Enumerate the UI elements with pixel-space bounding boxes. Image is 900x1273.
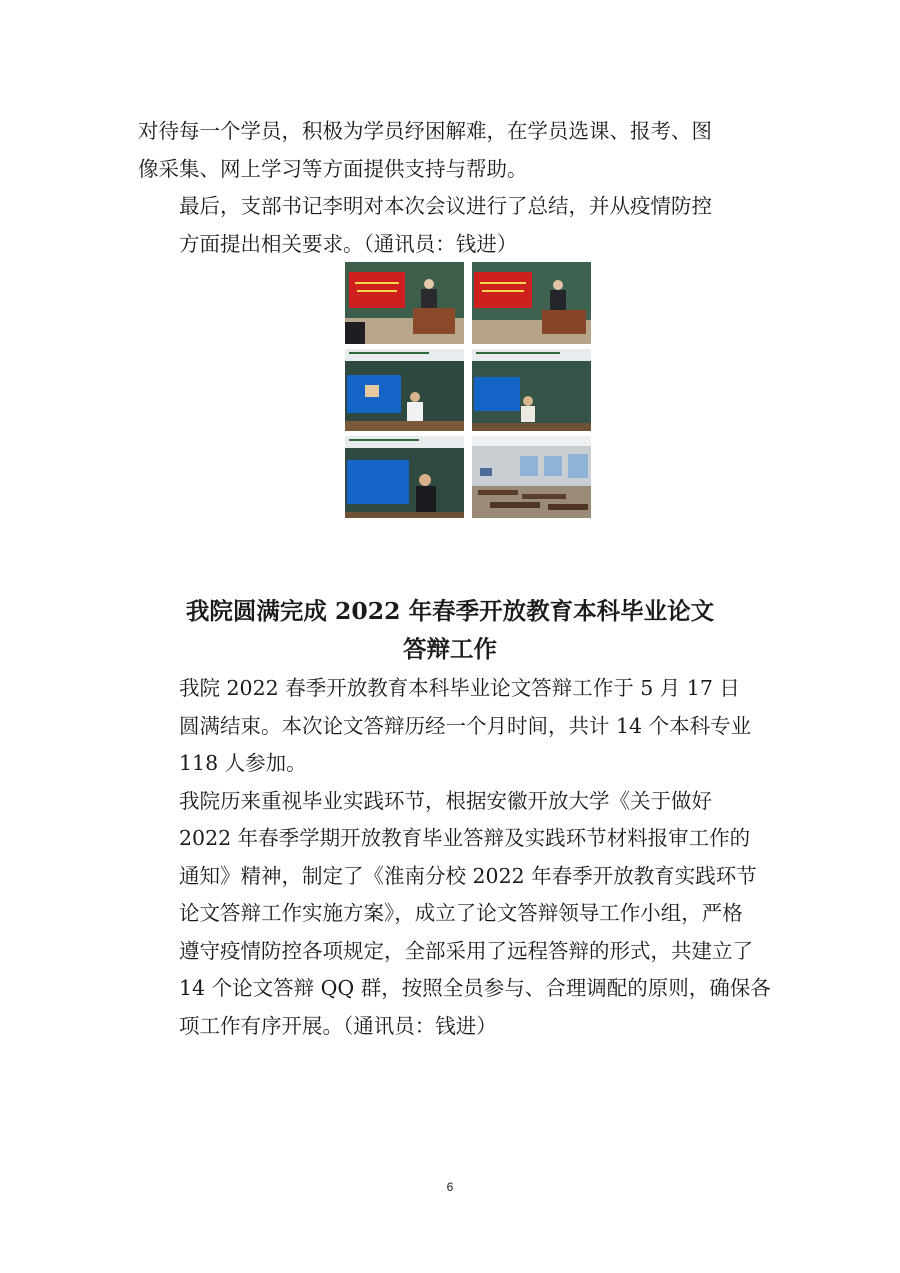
intro-paragraph-1	[138, 113, 768, 188]
text-line: 通知》精神，制定了《淮南分校 2022 年春季开放教育实践环节	[179, 863, 757, 888]
defense-photo-screen-3	[345, 436, 464, 518]
article-paragraph-1	[138, 670, 768, 783]
text-line: 像采集、网上学习等方面提供支持与帮助。	[138, 156, 528, 181]
article-title-line: 答辩工作	[403, 635, 497, 663]
classroom-photo-image	[472, 436, 591, 518]
photo-collage	[345, 262, 591, 516]
text-line: 最后，支部书记李明对本次会议进行了总结，并从疫情防控	[179, 194, 712, 218]
article-title	[120, 592, 780, 668]
meeting-photo-podium-2	[472, 262, 591, 344]
defense-photo-screen-2	[472, 349, 591, 431]
defense-photo-screen-1	[345, 349, 464, 431]
defense-photo-image	[472, 349, 591, 431]
text-line: 我院 2022 春季开放教育本科毕业论文答辩工作于 5 月 17 日	[179, 676, 740, 700]
text-line: 对待每一个学员，积极为学员纾困解难，在学员选课、报考、图	[138, 119, 712, 143]
defense-photo-image	[345, 349, 464, 431]
classroom-photo	[472, 436, 591, 518]
text-line: 2022 年春季学期开放教育毕业答辩及实践环节材料报审工作的	[179, 826, 751, 850]
meeting-photo-image	[345, 262, 464, 344]
meeting-photo-podium-1	[345, 262, 464, 344]
intro-paragraph-2	[138, 188, 768, 263]
text-line: 方面提出相关要求。（通讯员：钱进）	[179, 231, 518, 256]
page-number: 6	[446, 1180, 454, 1194]
text-line: 118 人参加。	[179, 751, 307, 775]
article-paragraph-2	[138, 783, 771, 1046]
text-line: 14 个论文答辩 QQ 群，按照全员参与、合理调配的原则，确保各	[179, 976, 771, 1000]
text-line: 我院历来重视毕业实践环节，根据安徽开放大学《关于做好	[179, 788, 712, 813]
meeting-photo-image	[472, 262, 591, 344]
intro-section	[138, 113, 768, 263]
text-line: 项工作有序开展。（通讯员：钱进）	[179, 1013, 497, 1038]
article-body	[138, 670, 771, 1045]
text-line: 论文答辩工作实施方案》，成立了论文答辩领导工作小组，严格	[179, 901, 743, 925]
article-title-line: 我院圆满完成 2022 年春季开放教育本科毕业论文	[185, 597, 715, 625]
text-line: 遵守疫情防控各项规定，全部采用了远程答辩的形式，共建立了	[179, 938, 753, 963]
text-line: 圆满结束。本次论文答辩历经一个月时间，共计 14 个本科专业	[179, 713, 752, 738]
defense-photo-image	[345, 436, 464, 518]
